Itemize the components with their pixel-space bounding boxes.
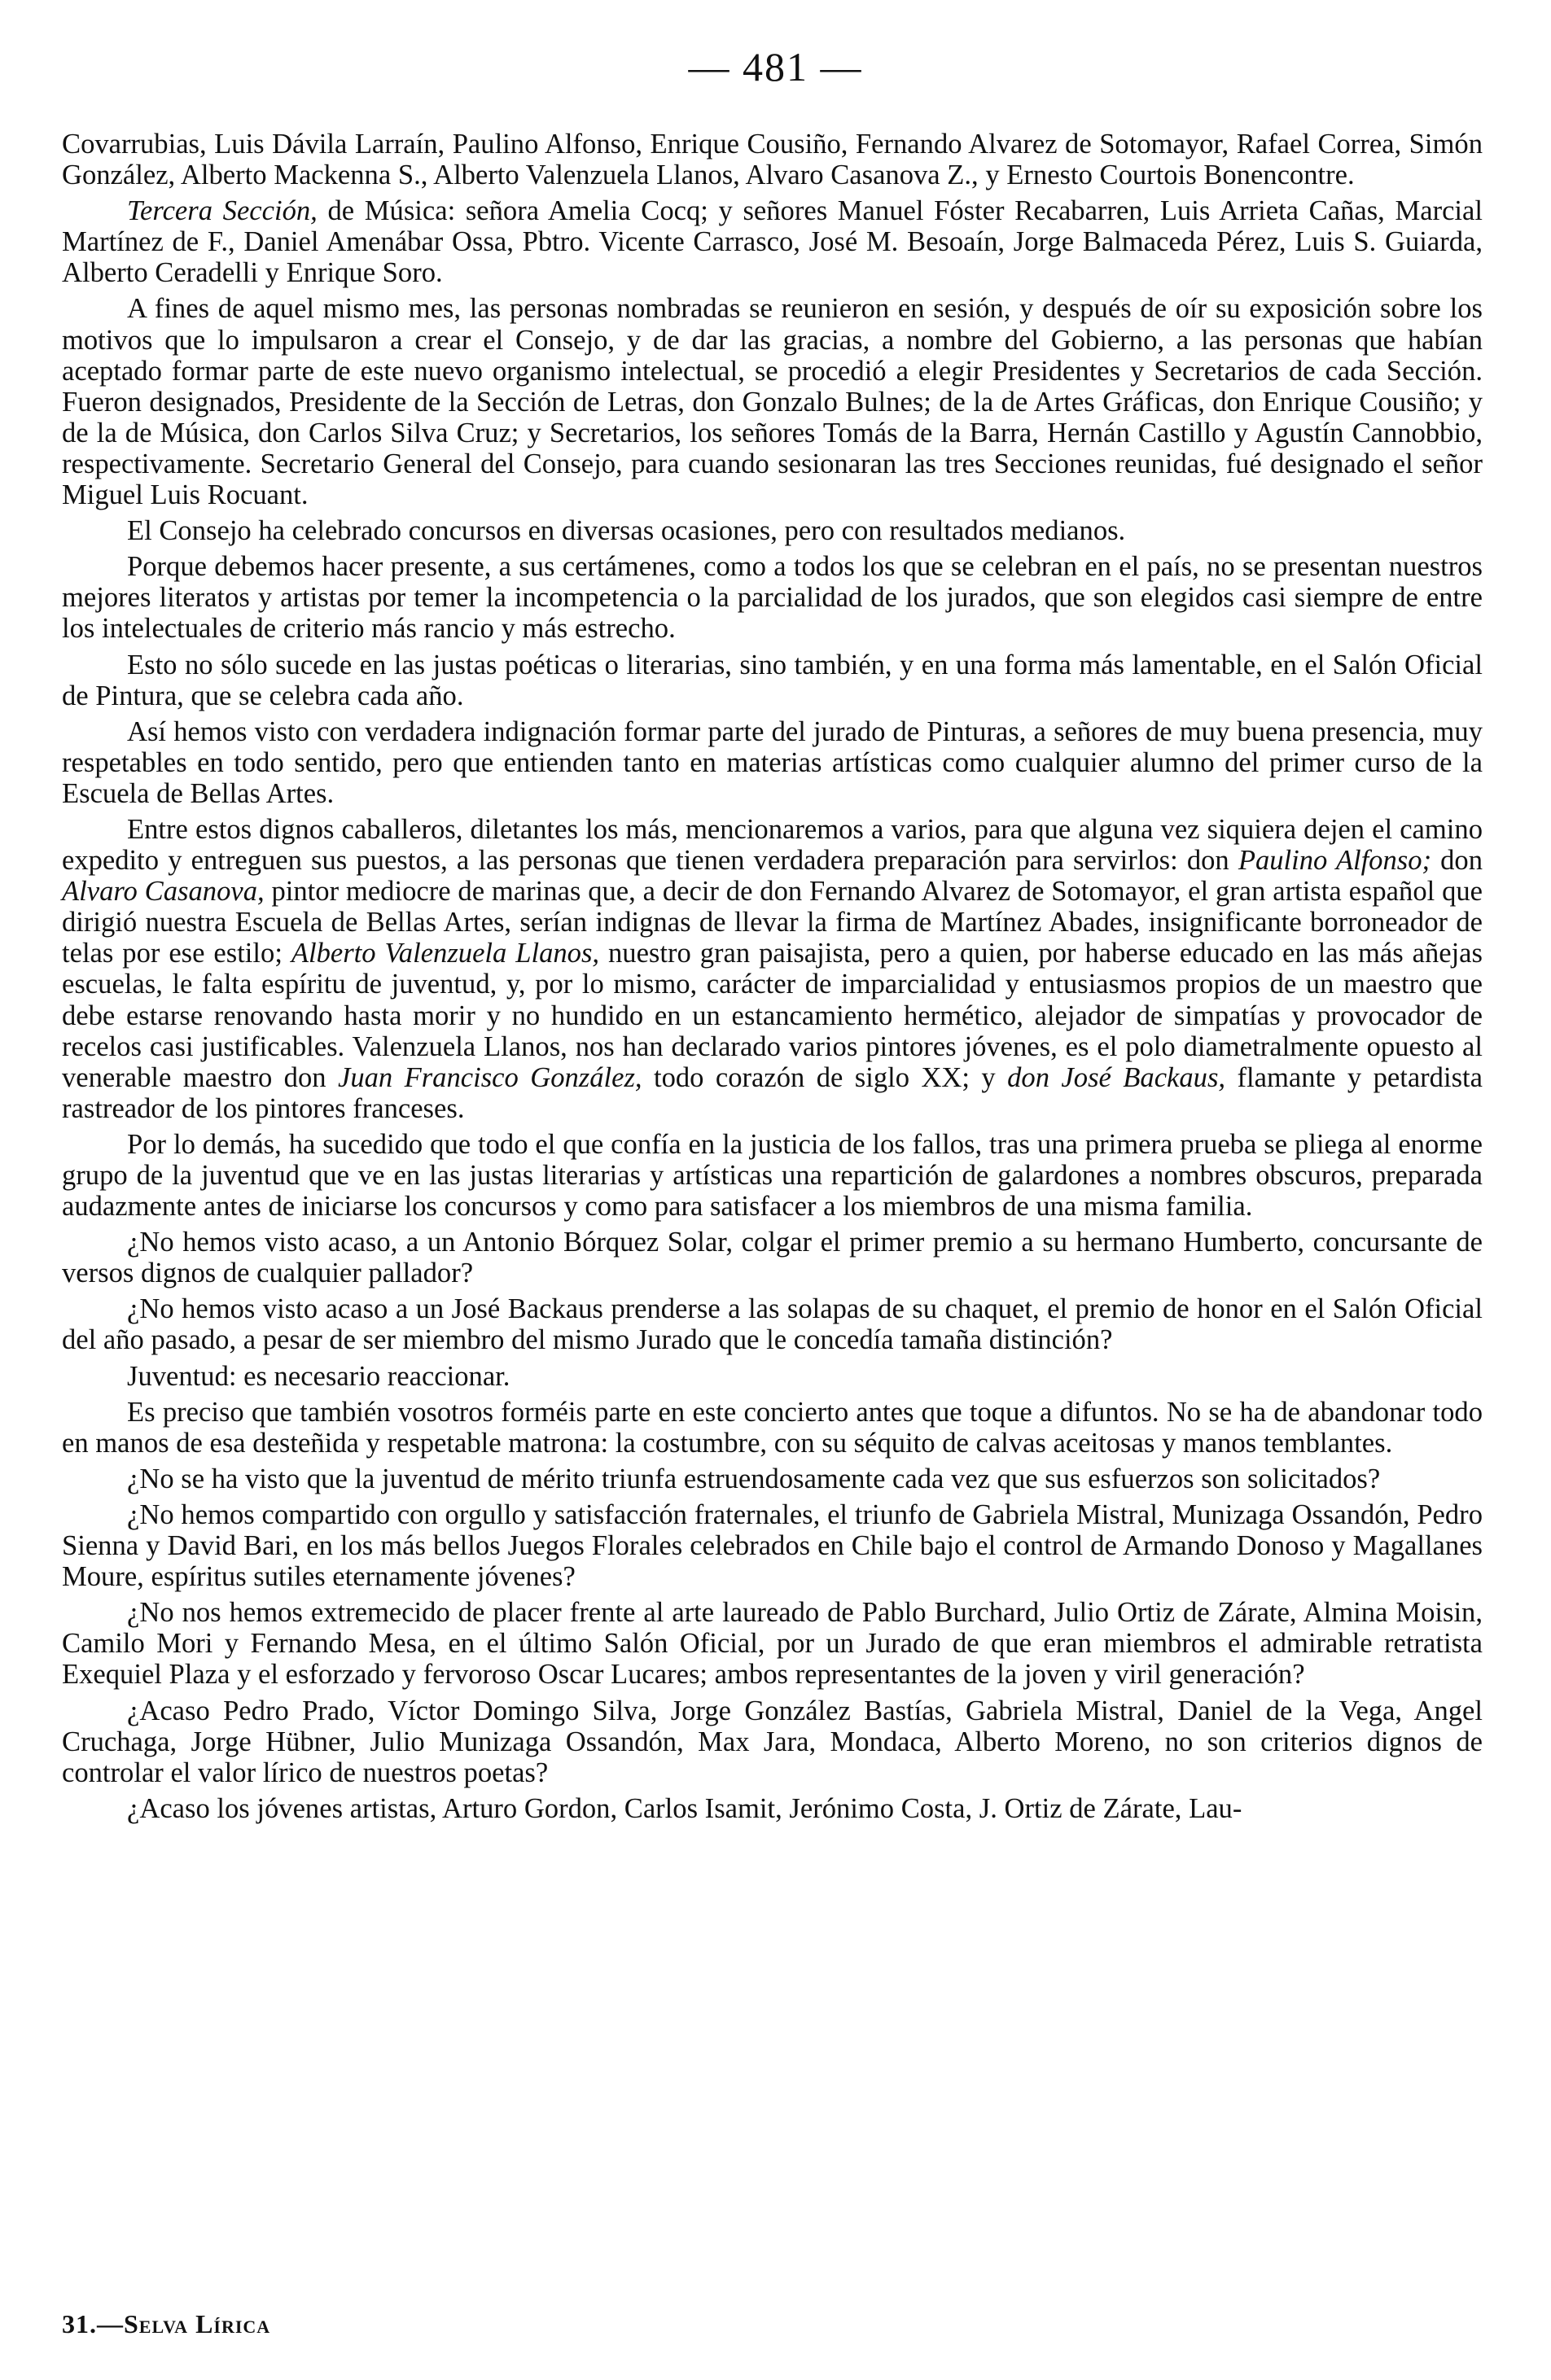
italic-text: don José Backaus, xyxy=(1007,1061,1226,1093)
paragraph xyxy=(62,1793,1483,1824)
text-segment: ¿No hemos compartido con orgullo y satisfacción fraternales, el triunfo de Gabriela Mistral, Munizaga Ossandón, Pedro Sienna y David Bari, en los más bellos Juegos Florales celebrados en Chile bajo el control de Armando Donoso y Magallanes Moure, espíritus sutiles eternamente jóvenes? xyxy=(62,1498,1483,1593)
text-segment: flamante y petardista rastreador de los pintores franceses. xyxy=(62,1061,1483,1124)
paragraph xyxy=(62,1293,1483,1355)
paragraph xyxy=(62,551,1483,644)
paragraph xyxy=(62,1499,1483,1592)
text-segment: todo corazón de siglo XX; y xyxy=(642,1061,1008,1093)
paragraph xyxy=(62,515,1483,546)
text-segment: ¿Acaso Pedro Prado, Víctor Domingo Silva, Jorge González Bastías, Gabriela Mistral, Daniel de la Vega, Angel Cruchaga, Jorge Hübner, Julio Munizaga Ossandón, Max Jara, Mondaca, Alberto Moreno, no son criterios dignos de controlar el valor lírico de nuestros poetas? xyxy=(62,1695,1483,1788)
text-segment: Porque debemos hacer presente, a sus certámenes, como a todos los que se celebran en el país, no se presentan nuestros mejores literatos y artistas por temer la incompetencia o la parcialidad de los jurados, que son elegidos casi siempre de entre los intelectuales de criterio más rancio y más estrecho. xyxy=(62,551,1483,645)
paragraph xyxy=(62,650,1483,711)
text-segment: ¿Acaso los jóvenes artistas, Arturo Gordon, Carlos Isamit, Jerónimo Costa, J. Ortiz de Zárate, Lau- xyxy=(127,1792,1242,1824)
text-segment: Covarrubias, Luis Dávila Larraín, Paulino Alfonso, Enrique Cousiño, Fernando Alvarez de Sotomayor, Rafael Correa, Simón González, Alberto Mackenna S., Alberto Valenzuela Llanos, Alvaro Casanova Z., y Ernesto Courtois Bonencontre. xyxy=(62,129,1483,191)
paragraph xyxy=(62,195,1483,288)
text-segment: ¿No nos hemos extremecido de placer frente al arte laureado de Pablo Burchard, Julio Ortiz de Zárate, Almina Moisin, Camilo Mori y Fernando Mesa, en el último Salón Oficial, por un Jurado de que eran miembros el admirable retratista Exequiel Plaza y el esforzado y fervoroso Oscar Lucares; ambos representantes de la joven y viril generación? xyxy=(62,1597,1483,1691)
text-segment: Juventud: es necesario reaccionar. xyxy=(127,1360,510,1392)
text-segment: Por lo demás, ha sucedido que todo el que confía en la justicia de los fallos, tras una primera prueba se pliega al enorme grupo de la juventud que ve en las justas literarias y artísticas una repartición de galardones a nombres obscuros, preparada audazmente antes de iniciarse los concursos y como para satisfacer a los miembros de una misma familia. xyxy=(62,1128,1483,1223)
text-segment: ¿No hemos visto acaso a un José Backaus prenderse a las solapas de su chaquet, el premio de honor en el Salón Oficial del año pasado, a pesar de ser miembro del mismo Jurado que le concedía tamaña distinción? xyxy=(62,1293,1483,1356)
italic-text: Alvaro Casanova, xyxy=(62,876,265,908)
paragraph xyxy=(62,1397,1483,1459)
paragraph xyxy=(62,1227,1483,1288)
italic-text: Alberto Valenzuela Llanos, xyxy=(291,938,600,969)
text-segment: ¿No se ha visto que la juventud de mérito triunfa estruendosamente cada vez que sus esfuerzos son solicitados? xyxy=(127,1463,1381,1494)
text-segment: A fines de aquel mismo mes, las personas nombradas se reunieron en sesión, y después de oír su exposición sobre los motivos que lo impulsaron a crear el Consejo, y de dar las gracias, a nombre del Gobierno, a las personas que habían aceptado formar parte de este nuevo organismo intelectual, se procedió a elegir Presidentes y Secretarios de cada Sección. Fueron designados, Presidente de la Sección de Letras, don Gonzalo Bulnes; de la de Artes Gráficas, don Enrique Cousiño; y de la de Música, don Carlos Silva Cruz; y Secretarios, los señores Tomás de la Barra, Hernán Castillo y Agustín Cannobbio, respectivamente. Secretario General del Consejo, para cuando sesionaran las tres Secciones reunidas, fué designado el señor Miguel Luis Rocuant. xyxy=(62,293,1483,511)
italic-text: Paulino Alfonso; xyxy=(1238,845,1432,877)
italic-text: Tercera Sección, xyxy=(127,195,318,227)
page-number: — 481 — xyxy=(688,44,863,90)
text-segment: pintor mediocre de marinas que, a decir de don Fernando Alvarez de Sotomayor, el gran artista español que dirigió nuestra Escuela de Bellas Artes, serían indignas de llevar la firma de Martínez Abades, insignificante borroneador de telas por ese estilo; xyxy=(62,876,1483,969)
text-segment: nuestro gran paisajista, pero a quien, por haberse educado en las más añejas escuelas, le falta espíritu de juventud, y, por lo mismo, carácter de imparcialidad y entusiasmos propios de un maestro que debe estarse renovando hasta morir y no hundido en un estancamiento hermético, alejador de simpatías y provocador de recelos casi justificables. Valenzuela Llanos, nos han declarado varios pintores jóvenes, es el polo diametralmente opuesto al venerable maestro don xyxy=(62,938,1483,1093)
text-segment: don xyxy=(1431,845,1483,877)
paragraph xyxy=(62,814,1483,1124)
body-text xyxy=(62,129,1483,1829)
paragraph xyxy=(62,1361,1483,1392)
text-segment: Entre estos dignos caballeros, diletantes los más, mencionaremos a varios, para que alguna vez siquiera dejen el camino expedito y entreguen sus puestos, a las personas que tienen verdadera preparación para servirlos: don xyxy=(62,813,1483,877)
paragraph xyxy=(62,129,1483,190)
text-segment: Así hemos visto con verdadera indignación formar parte del jurado de Pinturas, a señores de muy buena presencia, muy respetables en todo sentido, pero que entienden tanto en materias artísticas como cualquier alumno del primer curso de la Escuela de Bellas Artes. xyxy=(62,715,1483,809)
paragraph xyxy=(62,293,1483,510)
paragraph xyxy=(62,1597,1483,1690)
text-segment: El Consejo ha celebrado concursos en diversas ocasiones, pero con resultados medianos. xyxy=(127,515,1126,547)
paragraph xyxy=(62,1695,1483,1788)
italic-text: Juan Francisco González, xyxy=(337,1061,642,1093)
footer-signature: 31.—Selva Lírica xyxy=(62,2309,271,2338)
text-segment: ¿No hemos visto acaso, a un Antonio Bórquez Solar, colgar el primer premio a su hermano Humberto, concursante de versos dignos de cualquier pallador? xyxy=(62,1227,1483,1289)
text-segment: Esto no sólo sucede en las justas poéticas o literarias, sino también, y en una forma más lamentable, en el Salón Oficial de Pintura, que se celebra cada año. xyxy=(62,649,1483,711)
paragraph xyxy=(62,716,1483,809)
text-segment: Es preciso que también vosotros forméis parte en este concierto antes que toque a difuntos. No se ha de abandonar todo en manos de esa desteñida y respetable matrona: la costumbre, con su séquito de calvas aceitosas y manos temblantes. xyxy=(62,1396,1483,1459)
text-segment: de Música: señora Amelia Cocq; y señores Manuel Fóster Recabarren, Luis Arrieta Cañas, Marcial Martínez de F., Daniel Amenábar Ossa, Pbtro. Vicente Carrasco, José M. Besoaín, Jorge Balmaceda Pérez, Luis S. Guiarda, Alberto Ceradelli y Enrique Soro. xyxy=(62,195,1483,289)
paragraph xyxy=(62,1129,1483,1222)
paragraph xyxy=(62,1463,1483,1494)
